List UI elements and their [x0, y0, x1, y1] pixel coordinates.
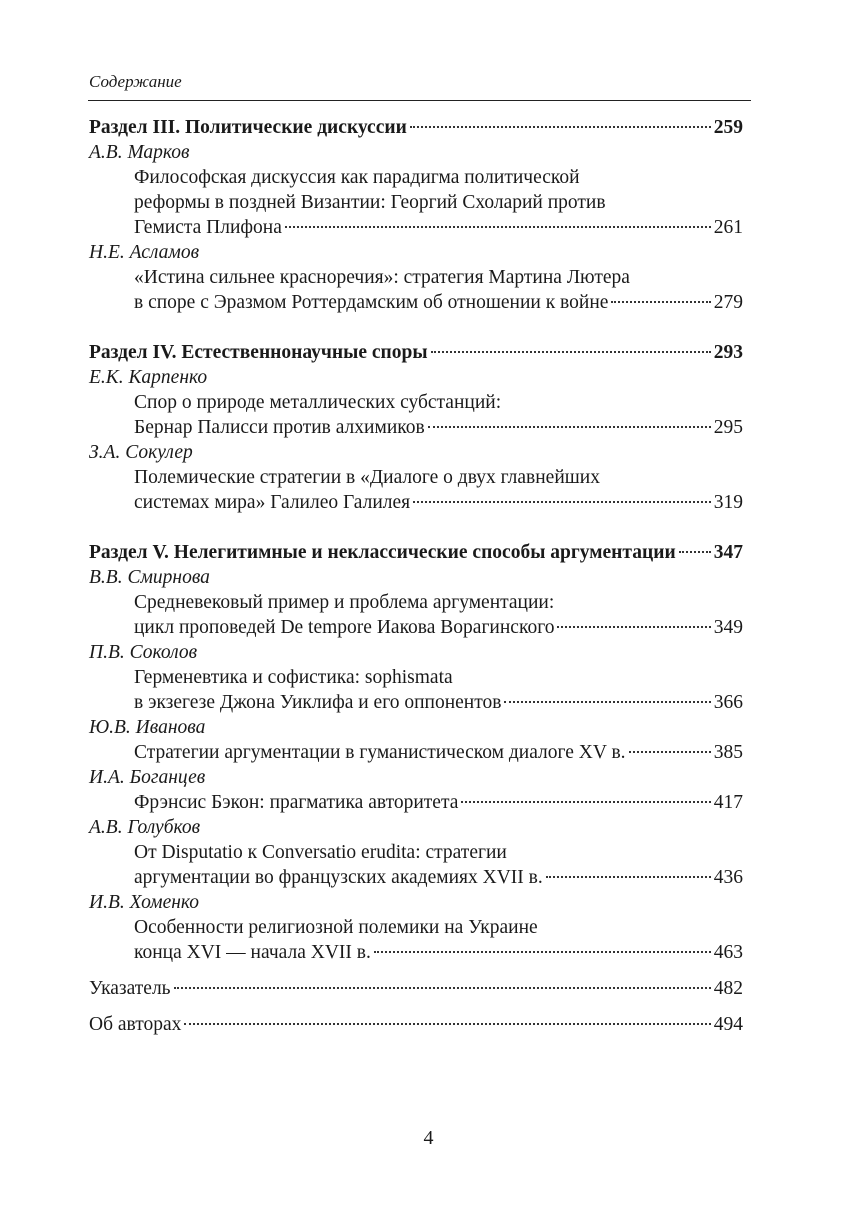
entry-title-line[interactable]: [89, 290, 743, 315]
dot-leader: [431, 348, 711, 353]
section-heading-title: Раздел V. Нелегитимные и неклассические способы аргументации: [89, 542, 676, 563]
entry-author: Ю.В. Иванова: [89, 717, 206, 738]
dot-leader: [504, 698, 710, 703]
entry-title-line-title: конца XVI — начала XVII в.: [134, 942, 371, 963]
entry-title-line[interactable]: [89, 215, 743, 240]
back-matter-entry-title: Об авторах: [89, 1014, 182, 1035]
entry-title-line[interactable]: [89, 415, 743, 440]
entry-spacer: [89, 1001, 743, 1012]
section-heading[interactable]: [89, 115, 743, 140]
entry-title-line-page: 319: [713, 492, 743, 513]
entry-author: В.В. Смирнова: [89, 567, 210, 588]
dot-leader: [611, 298, 710, 303]
back-matter-entry-title: Указатель: [89, 978, 171, 999]
entry-title-line: Спор о природе металлических субстанций:: [134, 392, 502, 413]
dot-leader: [174, 984, 711, 989]
back-matter-entry[interactable]: [89, 1012, 743, 1037]
entry-title-line: Средневековый пример и проблема аргументации:: [134, 592, 555, 613]
entry-title-line[interactable]: [89, 615, 743, 640]
dot-leader: [184, 1020, 710, 1025]
back-matter-entry[interactable]: [89, 976, 743, 1001]
entry-title-line-page: 349: [713, 617, 743, 638]
entry-title-line: «Истина сильнее красноречия»: стратегия Мартина Лютера: [134, 267, 630, 288]
entry-title-line: Философская дискуссия как парадигма политической: [134, 167, 580, 188]
entry-title-line-page: 295: [713, 417, 743, 438]
entry-title-line[interactable]: [89, 740, 743, 765]
entry-author: А.В. Марков: [89, 142, 190, 163]
entry-title-line[interactable]: [89, 690, 743, 715]
section-spacer: [89, 515, 743, 540]
entry-title-line-title: в споре с Эразмом Роттердамским об отношении к войне: [134, 292, 609, 313]
back-matter-entry-page: 482: [713, 978, 743, 999]
entry-title-line[interactable]: [89, 940, 743, 965]
entry-title-line-title: цикл проповедей De tempore Иакова Ворагинского: [134, 617, 555, 638]
entry-title-line: Герменевтика и софистика: sophismata: [134, 667, 453, 688]
entry-title-line[interactable]: [89, 490, 743, 515]
entry-author: И.В. Хоменко: [89, 892, 200, 913]
dot-leader: [546, 873, 711, 878]
back-matter-entry-page: 494: [713, 1014, 743, 1035]
dot-leader: [285, 223, 711, 228]
entry-author: Н.Е. Асламов: [89, 242, 200, 263]
dot-leader: [557, 623, 710, 628]
dot-leader: [461, 798, 710, 803]
section-heading[interactable]: [89, 540, 743, 565]
entry-title-line-title: Стратегии аргументации в гуманистическом диалоге XV в.: [134, 742, 626, 763]
entry-title-line-page: 366: [713, 692, 743, 713]
dot-leader: [413, 498, 711, 503]
entry-title-line-page: 436: [713, 867, 743, 888]
section-heading-page: 347: [713, 542, 743, 563]
entry-title-line-title: Фрэнсис Бэкон: прагматика авторитета: [134, 792, 459, 813]
entry-author: З.А. Сокулер: [89, 442, 193, 463]
header-rule: [88, 100, 751, 101]
entry-title-line-title: Гемиста Плифона: [134, 217, 282, 238]
entry-title-line-title: системах мира» Галилео Галилея: [134, 492, 411, 513]
entry-title-line: Особенности религиозной полемики на Украине: [134, 917, 538, 938]
section-heading[interactable]: [89, 340, 743, 365]
entry-title-line-page: 261: [713, 217, 743, 238]
entry-title-line: Полемические стратегии в «Диалоге о двух главнейших: [134, 467, 600, 488]
entry-title-line-title: Бернар Палисси против алхимиков: [134, 417, 425, 438]
section-heading-page: 259: [713, 117, 743, 138]
entry-title-line: От Disputatio к Conversatio erudita: стратегии: [134, 842, 507, 863]
entry-author: И.А. Боганцев: [89, 767, 206, 788]
section-heading-title: Раздел III. Политические дискуссии: [89, 117, 407, 138]
entry-title-line[interactable]: [89, 790, 743, 815]
running-header: Содержание: [89, 72, 182, 91]
section-heading-page: 293: [713, 342, 743, 363]
dot-leader: [374, 948, 711, 953]
entry-author: Е.К. Карпенко: [89, 367, 208, 388]
section-heading-title: Раздел IV. Естественнонаучные споры: [89, 342, 428, 363]
entry-title-line: реформы в поздней Византии: Георгий Схоларий против: [134, 192, 606, 213]
entry-title-line-page: 385: [713, 742, 743, 763]
entry-title-line-title: в экзегезе Джона Уиклифа и его оппонентов: [134, 692, 502, 713]
entry-title-line[interactable]: [89, 865, 743, 890]
entry-spacer: [89, 965, 743, 976]
entry-title-line-page: 279: [713, 292, 743, 313]
entry-title-line-page: 417: [713, 792, 743, 813]
entry-author: П.В. Соколов: [89, 642, 198, 663]
dot-leader: [410, 123, 711, 128]
entry-title-line-page: 463: [713, 942, 743, 963]
dot-leader: [679, 548, 711, 553]
dot-leader: [428, 423, 711, 428]
page-number: 4: [423, 1127, 434, 1149]
entry-author: А.В. Голубков: [89, 817, 201, 838]
table-of-contents: [89, 115, 743, 1037]
dot-leader: [629, 748, 711, 753]
entry-title-line-title: аргументации во французских академиях XVII в.: [134, 867, 543, 888]
section-spacer: [89, 315, 743, 340]
